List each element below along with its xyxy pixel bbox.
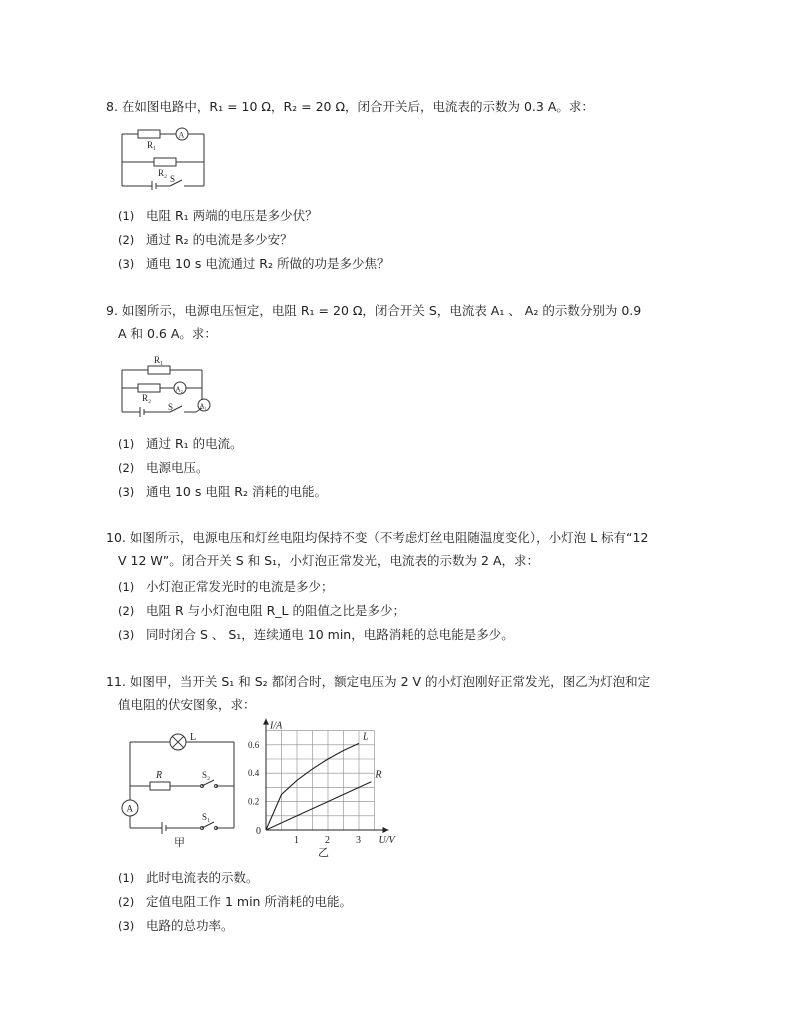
question-10-sub-3 <box>118 625 514 645</box>
question-10-stem-line1: 10. 如图所示，电源电压和灯丝电阻均保持不变（不考虑灯丝电阻随温度变化），小灯泡 L 标有“12 <box>106 530 649 545</box>
x-axis-arrow <box>383 827 389 833</box>
question-11-sub-1 <box>118 868 259 888</box>
sub-index: (3) <box>118 485 135 499</box>
resistor-r2 <box>138 384 160 392</box>
y-tick-label: 0.2 <box>248 796 260 807</box>
question-8 <box>106 95 706 118</box>
resistor-r <box>150 782 170 790</box>
series-line-R <box>266 782 371 830</box>
question-9-stem-line1: 9. 如图所示，电源电压恒定，电阻 R₁ = 20 Ω，闭合开关 S，电流表 A₁ 、 A₂ 的示数分别为 0.9 <box>106 303 642 318</box>
question-8-sub-2 <box>118 230 293 250</box>
sub-text: 电源电压。 <box>146 460 209 475</box>
sub-index: (3) <box>118 919 135 933</box>
question-8-sub-3 <box>118 254 389 274</box>
label-s1: S₁ <box>202 812 211 822</box>
sub-text: 同时闭合 S 、 S₁，连续通电 10 min，电路消耗的总电能是多少。 <box>146 627 514 642</box>
label-ammeter: A <box>178 130 185 140</box>
label-r1: R₁ <box>154 355 164 365</box>
series-label-R: R <box>375 769 382 781</box>
switch-s2 <box>202 780 214 786</box>
resistor-r1 <box>148 366 170 374</box>
question-10 <box>106 526 706 572</box>
y-axis-arrow <box>263 719 269 725</box>
label-r: R <box>156 770 163 781</box>
series-label-L: L <box>363 731 369 743</box>
question-11-sub-3 <box>118 916 234 936</box>
question-9-sub-2 <box>118 458 209 478</box>
question-11-stem-line1: 11. 如图甲，当开关 S₁ 和 S₂ 都闭合时，额定电压为 2 V 的小灯泡刚好正常发光，图乙为灯泡和定 <box>106 674 651 689</box>
y-tick-label: 0.6 <box>248 739 260 750</box>
sub-text: 通过 R₂ 的电流是多少安？ <box>146 232 293 247</box>
sub-text: 电路的总功率。 <box>146 918 234 933</box>
label-r2: R₂ <box>158 168 168 178</box>
y-tick-label: 0.4 <box>248 768 260 779</box>
sub-text: 此时电流表的示数。 <box>146 870 259 885</box>
resistor-r2 <box>154 158 176 166</box>
question-11-sub-2 <box>118 892 352 912</box>
question-10-sub-2 <box>118 601 405 621</box>
question-11 <box>106 670 706 716</box>
sub-text: 通过 R₁ 的电流。 <box>146 436 243 451</box>
sub-text: 电阻 R 与小灯泡电阻 R_L 的阻值之比是多少； <box>146 603 405 618</box>
sub-index: (2) <box>118 233 135 247</box>
iv-chart-yi <box>246 718 406 858</box>
question-8-stem: 8. 在如图电路中，R₁ = 10 Ω，R₂ = 20 Ω，闭合开关后，电流表的示数为 0.3 A。求： <box>106 99 594 114</box>
circuit-figure-9 <box>118 352 214 418</box>
resistor-r1 <box>138 130 160 138</box>
sub-index: (1) <box>118 871 135 885</box>
question-9-sub-3 <box>118 482 327 502</box>
question-10-sub-1 <box>118 577 334 597</box>
sub-index: (2) <box>118 895 135 909</box>
sub-text: 电阻 R₁ 两端的电压是多少伏？ <box>146 208 318 223</box>
sub-index: (1) <box>118 580 135 594</box>
sub-index: (3) <box>118 628 135 642</box>
x-tick-label: 3 <box>356 835 361 846</box>
sub-index: (1) <box>118 437 135 451</box>
y-axis-label: I/A <box>270 720 283 732</box>
sub-text: 小灯泡正常发光时的电流是多少； <box>146 579 334 594</box>
x-axis-label: U/V <box>378 835 395 846</box>
label-r2: R₂ <box>142 393 152 403</box>
question-10-stem-line2: V 12 W”。闭合开关 S 和 S₁，小灯泡正常发光，电流表的示数为 2 A，求： <box>118 553 539 568</box>
label-ammeter: A <box>126 803 133 814</box>
question-8-sub-1 <box>118 206 318 226</box>
x-tick-label: 2 <box>325 835 330 846</box>
sub-index: (3) <box>118 257 135 271</box>
question-9-stem-line2: A 和 0.6 A。求： <box>118 326 217 341</box>
sub-index: (2) <box>118 604 135 618</box>
question-9 <box>106 299 706 345</box>
label-yi: 乙 <box>318 846 329 858</box>
switch-s1 <box>202 822 214 828</box>
chart-series <box>266 731 382 830</box>
label-l: L <box>190 732 197 743</box>
label-s2: S₂ <box>202 770 211 780</box>
label-s: S <box>170 174 176 184</box>
label-a1: A₁ <box>199 402 207 411</box>
sub-text: 定值电阻工作 1 min 所消耗的电能。 <box>146 894 352 909</box>
chart-grid <box>266 731 375 830</box>
origin-label: 0 <box>256 826 261 837</box>
label-s: S <box>168 402 174 412</box>
sub-text: 通电 10 s 电阻 R₂ 消耗的电能。 <box>146 484 327 499</box>
question-11-stem-line2: 值电阻的伏安图象，求： <box>118 697 256 712</box>
question-9-sub-1 <box>118 434 243 454</box>
circuit-figure-8 <box>118 124 210 190</box>
sub-index: (1) <box>118 209 135 223</box>
sub-text: 通电 10 s 电流通过 R₂ 所做的功是多少焦？ <box>146 256 390 271</box>
label-jia: 甲 <box>174 836 185 849</box>
label-r1: R₁ <box>147 140 157 150</box>
circuit-figure-11-jia <box>118 730 240 850</box>
sub-index: (2) <box>118 461 135 475</box>
label-a2: A₂ <box>175 385 183 394</box>
x-tick-label: 1 <box>294 835 299 846</box>
